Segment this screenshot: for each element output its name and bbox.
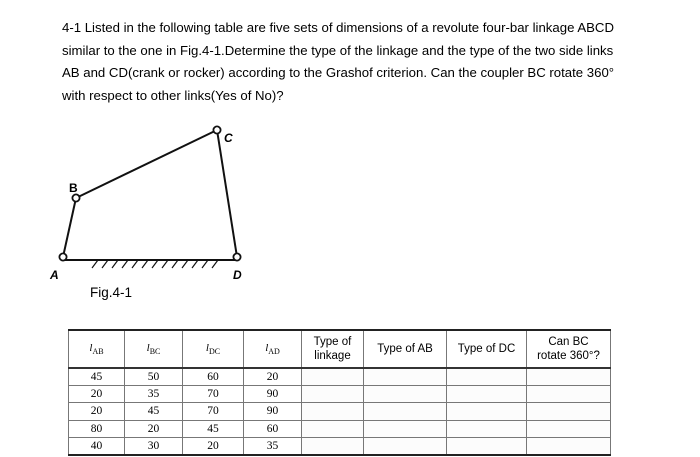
cell-type-ab[interactable] xyxy=(364,420,447,437)
cell-lbc: 50 xyxy=(125,368,183,386)
joint-d xyxy=(233,253,240,260)
cell-lad: 60 xyxy=(244,420,302,437)
cell-type-linkage[interactable] xyxy=(302,403,364,420)
header-type-ab: Type of AB xyxy=(364,330,447,368)
cell-type-linkage[interactable] xyxy=(302,420,364,437)
header-lbc: $l_{BC}$ xyxy=(125,330,183,368)
cell-type-linkage[interactable] xyxy=(302,368,364,386)
table-row xyxy=(69,403,611,420)
label-d: D xyxy=(233,268,242,282)
cell-can-bc-rotate[interactable] xyxy=(527,368,611,386)
cell-can-bc-rotate[interactable] xyxy=(527,437,611,455)
header-lab: $l_{AB}$ xyxy=(69,330,125,368)
dimensions-table xyxy=(68,329,611,456)
problem-line-4: with respect to other links(Yes of No)? xyxy=(62,87,284,103)
cell-lad: 20 xyxy=(244,368,302,386)
four-bar-linkage-figure xyxy=(40,118,270,288)
cell-ldc: 45 xyxy=(183,420,244,437)
cell-type-dc[interactable] xyxy=(447,437,527,455)
cell-ldc: 60 xyxy=(183,368,244,386)
problem-statement xyxy=(62,17,672,107)
label-b: B xyxy=(69,181,78,195)
header-can-bc-rotate: Can BC rotate 360°? xyxy=(527,330,611,368)
cell-lab: 20 xyxy=(69,403,125,420)
joint-b xyxy=(72,194,79,201)
label-a: A xyxy=(50,268,59,282)
cell-type-dc[interactable] xyxy=(447,386,527,403)
problem-line-2: similar to the one in Fig.4-1.Determine the type of the linkage and the type of the two side links xyxy=(62,42,614,58)
header-type-dc: Type of DC xyxy=(447,330,527,368)
cell-lad: 90 xyxy=(244,403,302,420)
cell-type-ab[interactable] xyxy=(364,437,447,455)
cell-type-ab[interactable] xyxy=(364,386,447,403)
cell-lab: 80 xyxy=(69,420,125,437)
table-row xyxy=(69,437,611,455)
cell-lbc: 30 xyxy=(125,437,183,455)
cell-lab: 20 xyxy=(69,386,125,403)
cell-lbc: 20 xyxy=(125,420,183,437)
cell-ldc: 20 xyxy=(183,437,244,455)
figure-caption: Fig.4-1 xyxy=(90,285,133,300)
cell-ldc: 70 xyxy=(183,403,244,420)
cell-lbc: 45 xyxy=(125,403,183,420)
problem-line-1: 4-1 Listed in the following table are five sets of dimensions of a revolute four-bar linkage ABCD xyxy=(62,20,614,35)
cell-type-linkage[interactable] xyxy=(302,437,364,455)
problem-line-3: AB and CD(crank or rocker) according to the Grashof criterion. Can the coupler BC rotate 360° xyxy=(62,65,615,81)
label-c: C xyxy=(224,131,233,145)
link-ab xyxy=(63,198,76,257)
cell-can-bc-rotate[interactable] xyxy=(527,403,611,420)
cell-type-dc[interactable] xyxy=(447,368,527,386)
cell-type-dc[interactable] xyxy=(447,420,527,437)
joint-a xyxy=(59,253,66,260)
cell-type-ab[interactable] xyxy=(364,368,447,386)
header-type-linkage: Type of linkage xyxy=(302,330,364,368)
ground-hatching xyxy=(92,260,218,268)
link-cd xyxy=(217,130,237,257)
cell-lad: 90 xyxy=(244,386,302,403)
table-row xyxy=(69,420,611,437)
table-row xyxy=(69,368,611,386)
cell-lbc: 35 xyxy=(125,386,183,403)
cell-type-ab[interactable] xyxy=(364,403,447,420)
header-lad: $l_{AD}$ xyxy=(244,330,302,368)
cell-type-dc[interactable] xyxy=(447,403,527,420)
cell-can-bc-rotate[interactable] xyxy=(527,420,611,437)
cell-lab: 40 xyxy=(69,437,125,455)
cell-lab: 45 xyxy=(69,368,125,386)
table-row xyxy=(69,386,611,403)
cell-ldc: 70 xyxy=(183,386,244,403)
table-header-row xyxy=(69,330,611,368)
cell-can-bc-rotate[interactable] xyxy=(527,386,611,403)
cell-lad: 35 xyxy=(244,437,302,455)
link-bc xyxy=(76,130,217,198)
cell-type-linkage[interactable] xyxy=(302,386,364,403)
header-ldc: $l_{DC}$ xyxy=(183,330,244,368)
joint-c xyxy=(213,126,220,133)
